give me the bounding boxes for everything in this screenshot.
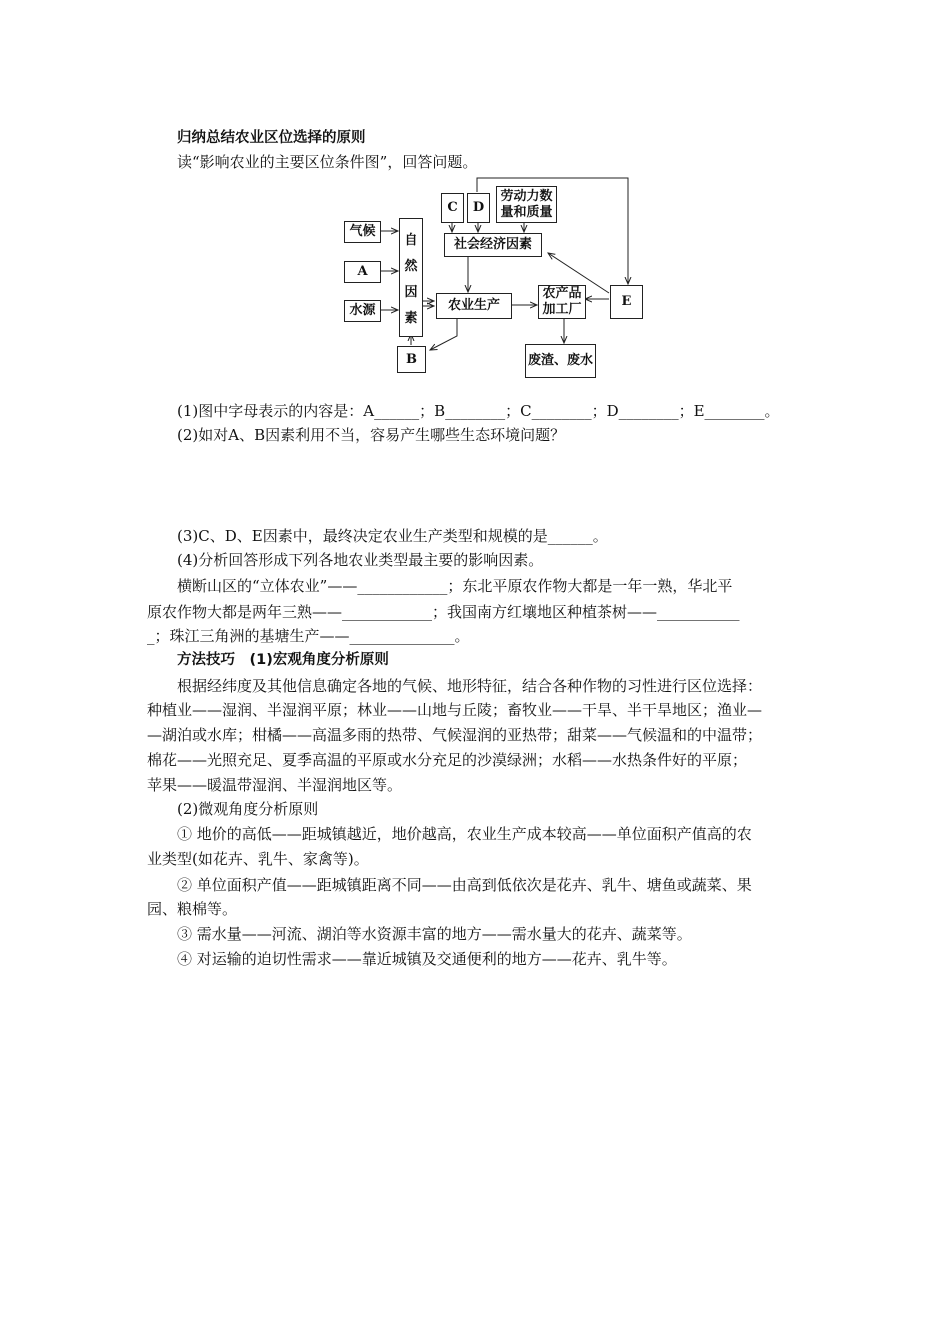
arrow-agri-b — [430, 318, 457, 350]
natural-char-3: 因 — [404, 284, 418, 300]
micro-item-2a: ② 单位面积产值——距城镇距离不同——由高到低依次是花卉、乳牛、塘鱼或蔬菜、果 — [177, 876, 752, 894]
factor-e-label: E — [621, 294, 632, 309]
micro-item-1a: ① 地价的高低——距城镇越近，地价越高，农业生产成本较高——单位面积产值高的农 — [177, 825, 752, 843]
question-2: (2)如对A、B因素利用不当，容易产生哪些生态环境问题？ — [177, 426, 566, 444]
factor-c-box — [441, 193, 464, 223]
agri-production-label: 农业生产 — [447, 298, 500, 313]
question-1: (1)图中字母表示的内容是：A______；B________；C________；D________；E________。 — [177, 402, 780, 420]
climate-label: 气候 — [349, 224, 376, 239]
factor-b-label: B — [406, 351, 417, 367]
natural-char-4: 素 — [404, 310, 418, 326]
agri-production-box — [436, 293, 512, 319]
section-title: 归纳总结农业区位选择的原则 — [177, 130, 366, 146]
natural-factors-box — [399, 218, 423, 337]
micro-item-3: ③ 需水量——河流、湖泊等水资源丰富的地方——需水量大的花卉、蔬菜等。 — [177, 925, 692, 943]
question-4-line-1: 横断山区的“立体农业”——____________；东北平原农作物大都是一年一熟，华北平 — [177, 577, 733, 595]
micro-item-1b: 业类型(如花卉、乳牛、家禽等)。 — [147, 850, 369, 868]
climate-box — [344, 221, 381, 243]
method-heading: 方法技巧 (1)宏观角度分析原则 — [177, 652, 389, 668]
intro-text: 读“影响农业的主要区位条件图”，回答问题。 — [177, 153, 478, 171]
labor-box — [496, 186, 557, 223]
labor-line-2: 量和质量 — [500, 204, 553, 220]
factor-b-box — [397, 346, 426, 373]
waste-box — [525, 344, 596, 378]
social-economic-box — [444, 233, 542, 257]
processing-plant-box — [538, 285, 586, 319]
question-4: (4)分析回答形成下列各地农业类型最主要的影响因素。 — [177, 551, 544, 569]
micro-heading: (2)微观角度分析原则 — [177, 800, 319, 818]
water-label: 水源 — [349, 303, 376, 318]
macro-line-1: 根据经纬度及其他信息确定各地的气候、地形特征，结合各种作物的习性进行区位选择： — [177, 677, 763, 695]
waste-label: 废渣、废水 — [527, 353, 593, 368]
natural-char-2: 然 — [404, 258, 418, 274]
factor-a-label: A — [357, 264, 368, 279]
water-box — [344, 300, 381, 322]
natural-char-1: 自 — [404, 232, 418, 248]
social-economic-label: 社会经济因素 — [453, 237, 532, 252]
factor-e-box — [610, 285, 643, 319]
factor-d-box — [467, 193, 490, 223]
question-3: (3)C、D、E因素中，最终决定农业生产类型和规模的是______。 — [177, 527, 608, 545]
processing-line-2: 加工厂 — [542, 302, 582, 317]
factor-a-box — [344, 261, 381, 283]
factor-c-label: C — [447, 200, 458, 215]
question-4-line-3: _；珠江三角洲的基塘生产——______________。 — [147, 627, 470, 645]
question-4-line-2: 原农作物大都是两年三熟——____________；我国南方红壤地区种植茶树——___________ — [147, 603, 740, 621]
macro-line-3: —湖泊或水库；柑橘——高温多雨的热带、气候湿润的亚热带；甜菜——气候温和的中温带； — [147, 726, 763, 744]
micro-item-2b: 园、粮棉等。 — [147, 900, 238, 918]
macro-line-5: 苹果——暖温带湿润、半湿润地区等。 — [147, 776, 403, 794]
processing-line-1: 农产品 — [542, 286, 582, 301]
micro-item-4: ④ 对运输的迫切性需求——靠近城镇及交通便利的地方——花卉、乳牛等。 — [177, 950, 677, 968]
macro-line-2: 种植业——湿润、半湿润平原；林业——山地与丘陵；畜牧业——干旱、半干旱地区；渔业— — [147, 701, 763, 719]
factor-d-label: D — [472, 200, 485, 215]
macro-line-4: 棉花——光照充足、夏季高温的平原或水分充足的沙漠绿洲；水稻——水热条件好的平原； — [147, 751, 748, 769]
labor-line-1: 劳动力数 — [500, 188, 553, 204]
